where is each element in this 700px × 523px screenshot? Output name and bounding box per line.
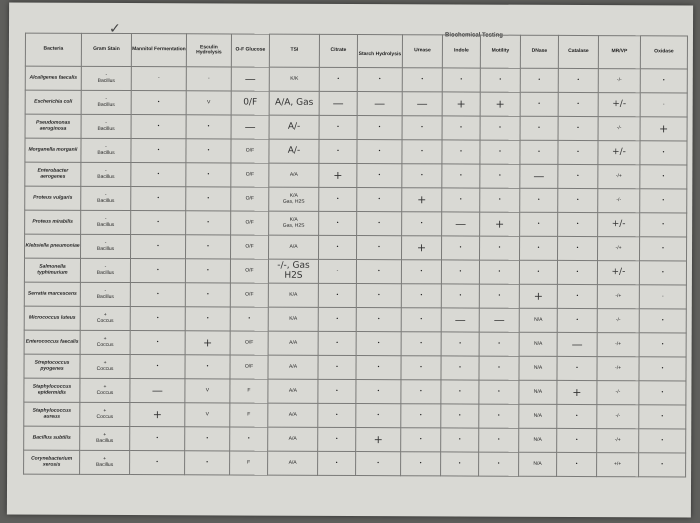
- result-cell: -/-, Gas H2S: [268, 259, 318, 283]
- result-cell: + Bacillus: [80, 450, 130, 474]
- result-cell: +/-: [598, 93, 640, 117]
- result-cell: •: [480, 116, 520, 140]
- result-cell: •: [401, 260, 441, 284]
- result-cell: O/F: [230, 331, 268, 355]
- column-header: O-F Glucose: [231, 34, 269, 67]
- result-cell: •: [441, 452, 479, 476]
- result-cell: •: [130, 355, 185, 379]
- result-cell: •: [639, 405, 686, 429]
- result-cell: •: [479, 356, 519, 380]
- result-cell: •: [401, 428, 441, 452]
- result-cell: K/A: [268, 283, 318, 307]
- column-header: Gram Stain: [81, 33, 131, 66]
- result-cell: •: [479, 380, 519, 404]
- result-cell: A/A: [268, 427, 318, 451]
- table-row: [25, 234, 687, 261]
- result-cell: •: [356, 380, 401, 404]
- result-cell: •: [402, 68, 442, 92]
- result-cell: •: [479, 404, 519, 428]
- result-cell: •: [520, 140, 558, 164]
- result-cell: K/A Gas, H2S: [269, 187, 319, 211]
- result-cell: N/A: [519, 308, 557, 332]
- result-cell: •: [480, 68, 520, 92]
- result-cell: + Coccus: [80, 330, 130, 354]
- table-row: [25, 210, 687, 237]
- header-row: [25, 33, 687, 69]
- result-cell: -/+: [597, 285, 639, 309]
- result-cell: +/-: [597, 261, 639, 285]
- bacteria-name: Bacillus subtilis: [24, 426, 80, 450]
- result-cell: —: [130, 379, 185, 403]
- result-cell: •: [402, 140, 442, 164]
- result-cell: - Bacillus: [80, 258, 130, 282]
- result-cell: +/+: [597, 453, 639, 477]
- result-cell: N/A: [519, 404, 557, 428]
- result-cell: K/K: [269, 67, 319, 91]
- result-cell: •: [356, 260, 401, 284]
- table-row: [25, 114, 687, 141]
- table-row: [24, 306, 686, 333]
- result-cell: N/A: [519, 428, 557, 452]
- result-cell: +: [402, 236, 442, 260]
- result-cell: •: [402, 212, 442, 236]
- bacteria-name: Escherichia coli: [25, 90, 81, 114]
- result-cell: •: [639, 453, 686, 477]
- result-cell: •: [357, 188, 402, 212]
- result-cell: •: [186, 187, 231, 211]
- result-cell: A/A: [268, 355, 318, 379]
- result-cell: -: [639, 285, 686, 309]
- result-cell: N/A: [519, 380, 557, 404]
- result-cell: •: [319, 115, 357, 139]
- result-cell: F: [230, 403, 268, 427]
- result-cell: •: [639, 237, 686, 261]
- result-cell: •: [520, 68, 558, 92]
- result-cell: A/-: [269, 115, 319, 139]
- bacteria-name: Staphylococcus aureus: [24, 402, 80, 426]
- result-cell: N/A: [519, 452, 557, 476]
- result-cell: -/+: [597, 357, 639, 381]
- result-cell: +/-: [598, 141, 640, 165]
- result-cell: •: [130, 259, 185, 283]
- result-cell: •: [401, 308, 441, 332]
- result-cell: —: [479, 308, 519, 332]
- bacteria-name: Alcaligenes faecalis: [25, 66, 81, 90]
- result-cell: •: [401, 356, 441, 380]
- result-cell: •: [442, 140, 480, 164]
- result-cell: +: [557, 380, 597, 404]
- result-cell: - Bacillus: [81, 114, 131, 138]
- result-cell: •: [318, 451, 356, 475]
- table-row: [24, 282, 686, 309]
- bacteria-name: Corynebacterium xerosis: [24, 450, 80, 474]
- result-cell: —: [402, 92, 442, 116]
- result-cell: O/F: [231, 235, 269, 259]
- result-cell: - Bacillus: [80, 282, 130, 306]
- result-cell: A/-: [269, 139, 319, 163]
- column-header: Motility: [480, 35, 520, 68]
- result-cell: + Coccus: [80, 354, 130, 378]
- table-row: [25, 138, 687, 165]
- result-cell: •: [230, 427, 268, 451]
- result-cell: + Bacillus: [80, 426, 130, 450]
- result-cell: •: [558, 140, 598, 164]
- result-cell: N/A: [519, 332, 557, 356]
- result-cell: •: [131, 91, 186, 115]
- result-cell: - Bacillus: [81, 66, 131, 90]
- result-cell: •: [186, 235, 231, 259]
- result-cell: •: [558, 236, 598, 260]
- result-cell: N/A: [519, 356, 557, 380]
- result-cell: •: [357, 68, 402, 92]
- result-cell: -/-: [598, 117, 640, 141]
- result-cell: •: [441, 284, 479, 308]
- result-cell: •: [442, 116, 480, 140]
- result-cell: •: [356, 332, 401, 356]
- result-cell: •: [186, 163, 231, 187]
- result-cell: •: [558, 92, 598, 116]
- table-row: [24, 354, 686, 381]
- column-header: Bacteria: [25, 33, 81, 66]
- result-cell: •: [558, 68, 598, 92]
- bacteria-name: Micrococcus luteus: [24, 306, 80, 330]
- result-cell: +: [640, 117, 687, 141]
- bacteria-name: Pseudomonas aeruginosa: [25, 114, 81, 138]
- result-cell: -: [318, 259, 356, 283]
- result-cell: •: [558, 212, 598, 236]
- result-cell: •: [639, 309, 686, 333]
- result-cell: •: [441, 332, 479, 356]
- result-cell: •: [357, 212, 402, 236]
- result-cell: •: [357, 236, 402, 260]
- column-header: Indole: [442, 35, 480, 68]
- column-header: Oxidase: [640, 36, 687, 69]
- result-cell: •: [442, 164, 480, 188]
- result-cell: -/-: [597, 381, 639, 405]
- result-cell: +: [442, 92, 480, 116]
- result-cell: •: [557, 260, 597, 284]
- result-cell: •: [356, 404, 401, 428]
- result-cell: F: [230, 451, 268, 475]
- result-cell: •: [131, 235, 186, 259]
- table-row: [24, 402, 686, 429]
- result-cell: +: [402, 188, 442, 212]
- result-cell: + Coccus: [80, 402, 130, 426]
- result-cell: •: [639, 429, 686, 453]
- result-cell: •: [356, 284, 401, 308]
- result-cell: •: [357, 140, 402, 164]
- result-cell: O/F: [230, 259, 268, 283]
- bacteria-name: Proteus mirabilis: [25, 210, 81, 234]
- result-cell: •: [318, 355, 356, 379]
- result-cell: •: [441, 428, 479, 452]
- result-cell: A/A: [268, 403, 318, 427]
- result-cell: •: [319, 235, 357, 259]
- result-cell: +/-: [598, 213, 640, 237]
- table-row: [25, 66, 687, 93]
- result-cell: •: [441, 404, 479, 428]
- result-cell: -/-: [597, 405, 639, 429]
- result-cell: •: [441, 260, 479, 284]
- result-cell: +: [480, 212, 520, 236]
- result-cell: F: [230, 379, 268, 403]
- result-cell: •: [480, 140, 520, 164]
- bacteria-name: Proteus vulgaris: [25, 186, 81, 210]
- result-cell: —: [231, 115, 269, 139]
- result-cell: •: [401, 452, 441, 476]
- column-header: Starch Hydrolysis: [357, 35, 402, 68]
- result-cell: - Bacillus: [81, 234, 131, 258]
- table-row: [25, 90, 687, 117]
- result-cell: •: [441, 356, 479, 380]
- result-cell: + Coccus: [80, 306, 130, 330]
- result-cell: •: [520, 236, 558, 260]
- result-cell: •: [557, 308, 597, 332]
- biochemical-testing-title: Biochemical Testing: [445, 32, 503, 39]
- result-cell: •: [130, 451, 185, 475]
- result-cell: •: [557, 428, 597, 452]
- result-cell: •: [131, 187, 186, 211]
- result-cell: •: [441, 380, 479, 404]
- column-header: Mannitol Fermentation: [131, 34, 186, 67]
- result-cell: •: [230, 307, 268, 331]
- result-cell: +: [319, 163, 357, 187]
- result-cell: •: [480, 188, 520, 212]
- result-cell: •: [131, 139, 186, 163]
- result-cell: •: [640, 165, 687, 189]
- worksheet: [7, 3, 693, 518]
- result-cell: •: [186, 139, 231, 163]
- result-cell: •: [318, 307, 356, 331]
- result-cell: +: [130, 403, 185, 427]
- result-cell: V: [185, 403, 230, 427]
- table-row: [25, 162, 687, 189]
- result-cell: •: [557, 452, 597, 476]
- result-cell: V: [186, 91, 231, 115]
- result-cell: -/+: [597, 333, 639, 357]
- bacteria-name: Enterobacter aerogenes: [25, 162, 81, 186]
- results-table: [23, 33, 688, 478]
- result-cell: —: [557, 332, 597, 356]
- result-cell: —: [441, 308, 479, 332]
- result-cell: •: [401, 332, 441, 356]
- result-cell: •: [479, 452, 519, 476]
- result-cell: -: [640, 93, 687, 117]
- table-row: [24, 330, 686, 357]
- result-cell: •: [318, 331, 356, 355]
- result-cell: •: [557, 404, 597, 428]
- result-cell: •: [480, 164, 520, 188]
- result-cell: •: [639, 333, 686, 357]
- bacteria-name: Morganella morganii: [25, 138, 81, 162]
- result-cell: •: [401, 380, 441, 404]
- result-cell: -/-: [597, 309, 639, 333]
- result-cell: •: [356, 356, 401, 380]
- result-cell: -/+: [598, 165, 640, 189]
- result-cell: -: [131, 67, 186, 91]
- result-cell: •: [520, 212, 558, 236]
- result-cell: •: [640, 69, 687, 93]
- result-cell: •: [442, 68, 480, 92]
- column-header: Catalase: [558, 35, 598, 68]
- check-mark: ✓: [108, 20, 121, 37]
- result-cell: - Bacillus: [81, 186, 131, 210]
- result-cell: •: [185, 355, 230, 379]
- result-cell: •: [319, 187, 357, 211]
- result-cell: A/A: [268, 379, 318, 403]
- result-cell: +: [356, 428, 401, 452]
- result-cell: - Bacillus: [81, 210, 131, 234]
- result-cell: A/A: [268, 331, 318, 355]
- table-row: [24, 426, 686, 453]
- result-cell: -/-: [598, 69, 640, 93]
- result-cell: O/F: [231, 139, 269, 163]
- result-cell: •: [479, 284, 519, 308]
- result-cell: •: [442, 236, 480, 260]
- result-cell: •: [639, 357, 686, 381]
- column-header: DNase: [520, 35, 558, 68]
- result-cell: •: [557, 284, 597, 308]
- result-cell: V: [185, 379, 230, 403]
- result-cell: •: [558, 116, 598, 140]
- bacteria-name: Serratia marcescens: [24, 282, 80, 306]
- result-cell: +: [519, 284, 557, 308]
- result-cell: A/A: [268, 451, 318, 475]
- result-cell: K/A Gas, H2S: [269, 211, 319, 235]
- result-cell: —: [357, 92, 402, 116]
- result-cell: A/A: [269, 235, 319, 259]
- result-cell: •: [356, 452, 401, 476]
- bacteria-name: Salmonella typhimurium: [24, 258, 80, 282]
- result-cell: •: [318, 283, 356, 307]
- bacteria-name: Staphylococcus epidermidis: [24, 378, 80, 402]
- result-cell: •: [319, 211, 357, 235]
- result-cell: O/F: [230, 283, 268, 307]
- bacteria-name: Klebsiella pneumoniae: [25, 234, 81, 258]
- result-cell: —: [319, 91, 357, 115]
- table-row: [24, 378, 686, 405]
- result-cell: •: [318, 427, 356, 451]
- column-header: Esculin Hydrolysis: [186, 34, 231, 67]
- result-cell: •: [442, 188, 480, 212]
- result-cell: -: [186, 67, 231, 91]
- result-cell: •: [130, 331, 185, 355]
- result-cell: •: [357, 116, 402, 140]
- result-cell: —: [442, 212, 480, 236]
- result-cell: - Bacillus: [81, 90, 131, 114]
- bacteria-name: Streptococcus pyogenes: [24, 354, 80, 378]
- column-header: TSI: [269, 34, 319, 67]
- result-cell: •: [520, 92, 558, 116]
- result-cell: A/A: [269, 163, 319, 187]
- result-cell: +: [185, 331, 230, 355]
- result-cell: •: [185, 307, 230, 331]
- result-cell: •: [319, 139, 357, 163]
- result-cell: O/F: [231, 187, 269, 211]
- result-cell: •: [401, 284, 441, 308]
- column-header: MR/VP: [598, 36, 640, 69]
- result-cell: + Coccus: [80, 378, 130, 402]
- result-cell: - Bacillus: [81, 138, 131, 162]
- result-cell: •: [185, 427, 230, 451]
- result-cell: •: [131, 115, 186, 139]
- result-cell: O/F: [231, 211, 269, 235]
- result-cell: •: [186, 115, 231, 139]
- result-cell: •: [402, 116, 442, 140]
- result-cell: •: [318, 403, 356, 427]
- result-cell: •: [639, 381, 686, 405]
- result-cell: •: [131, 211, 186, 235]
- result-cell: •: [185, 259, 230, 283]
- result-cell: —: [520, 164, 558, 188]
- result-cell: •: [130, 283, 185, 307]
- result-cell: -/+: [597, 237, 639, 261]
- result-cell: •: [402, 164, 442, 188]
- result-cell: •: [401, 404, 441, 428]
- result-cell: •: [640, 189, 687, 213]
- result-cell: •: [185, 451, 230, 475]
- result-cell: •: [479, 260, 519, 284]
- result-cell: •: [480, 236, 520, 260]
- result-cell: 0/F: [231, 91, 269, 115]
- result-cell: •: [318, 379, 356, 403]
- column-header: Urease: [402, 35, 442, 68]
- result-cell: •: [519, 260, 557, 284]
- result-cell: - Bacillus: [81, 162, 131, 186]
- result-cell: -/-: [598, 189, 640, 213]
- column-header: Citrate: [319, 34, 357, 67]
- result-cell: •: [479, 428, 519, 452]
- result-cell: •: [558, 188, 598, 212]
- result-cell: •: [640, 141, 687, 165]
- result-cell: -/+: [597, 429, 639, 453]
- result-cell: •: [319, 67, 357, 91]
- result-cell: +: [480, 92, 520, 116]
- result-cell: •: [357, 164, 402, 188]
- result-cell: •: [356, 308, 401, 332]
- result-cell: •: [520, 116, 558, 140]
- result-cell: •: [130, 307, 185, 331]
- result-cell: •: [520, 188, 558, 212]
- result-cell: •: [557, 356, 597, 380]
- result-cell: O/F: [230, 355, 268, 379]
- bacteria-name: Enterococcus faecalis: [24, 330, 80, 354]
- result-cell: •: [186, 211, 231, 235]
- result-cell: •: [640, 213, 687, 237]
- result-cell: •: [639, 261, 686, 285]
- result-cell: O/F: [231, 163, 269, 187]
- result-cell: •: [479, 332, 519, 356]
- result-cell: K/A: [268, 307, 318, 331]
- table-row: [24, 258, 686, 285]
- result-cell: •: [185, 283, 230, 307]
- result-cell: •: [131, 163, 186, 187]
- result-cell: •: [558, 164, 598, 188]
- table-row: [24, 450, 686, 477]
- table-row: [25, 186, 687, 213]
- result-cell: —: [231, 67, 269, 91]
- result-cell: A/A, Gas: [269, 91, 319, 115]
- result-cell: •: [130, 427, 185, 451]
